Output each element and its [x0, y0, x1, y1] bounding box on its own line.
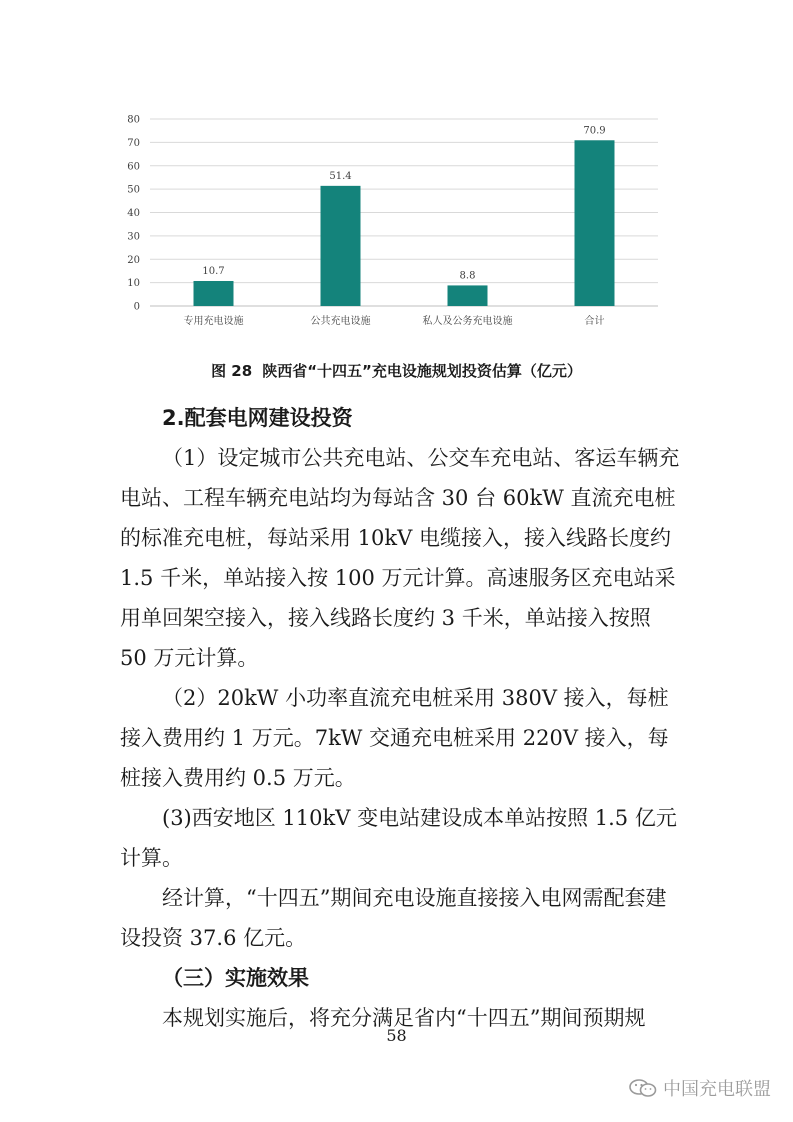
y-tick-label: 20: [127, 254, 140, 266]
data-label: 51.4: [329, 170, 352, 182]
y-tick-label: 50: [127, 184, 140, 196]
figure-title: 陕西省“十四五”充电设施规划投资估算（亿元）: [262, 362, 582, 380]
page-number: 58: [386, 1026, 407, 1045]
y-tick-label: 30: [127, 231, 140, 243]
data-label: 70.9: [583, 125, 606, 137]
y-tick-label: 60: [127, 161, 140, 173]
data-label: 8.8: [459, 270, 476, 282]
x-tick-label: 私人及公务充电设施: [422, 316, 513, 327]
x-tick-label: 合计: [584, 316, 605, 327]
x-tick-label: 公共充电设施: [310, 316, 371, 327]
chart-data-labels: [202, 125, 605, 281]
investment-bar-chart: [110, 105, 670, 340]
y-tick-label: 70: [127, 137, 140, 149]
y-tick-label: 0: [133, 301, 140, 313]
y-tick-label: 10: [127, 278, 140, 290]
y-tick-label: 80: [127, 114, 140, 126]
watermark-text: 中国充电联盟: [663, 1079, 771, 1100]
bar: [448, 285, 488, 306]
main-text: [120, 398, 680, 1038]
figure-caption: [0, 360, 793, 381]
figure-number: 图 28: [211, 362, 253, 380]
chart-bars: [194, 140, 615, 306]
subsection-heading: （三）实施效果: [162, 966, 309, 990]
paragraph-2: （2）20kW 小功率直流充电桩采用 380V 接入，每桩接入费用约 1 万元。7kW 交通充电桩采用 220V 接入，每桩接入费用约 0.5 万元。: [120, 686, 669, 790]
paragraph-1: （1）设定城市公共充电站、公交车充电站、客运车辆充电站、工程车辆充电站均为每站含 30 台 60kW 直流充电桩的标准充电桩，每站采用 10kV 电缆接入，接入线路长度约 1.5 千米，单站接入按 100 万元计算。高速服务区充电站采用单回架空接入，接入线路长度约 3 千米，单站接入按照 50 万元计算。: [120, 446, 680, 670]
chart-y-axis: [127, 115, 140, 313]
paragraph-4: 经计算，“十四五”期间充电设施直接接入电网需配套建设投资 37.6 亿元。: [120, 886, 667, 950]
bar: [575, 140, 615, 306]
bar: [194, 281, 234, 306]
section-heading: 2.配套电网建设投资: [162, 406, 353, 430]
x-tick-label: 专用充电设施: [183, 316, 244, 327]
bar: [321, 186, 361, 306]
paragraph-3: (3)西安地区 110kV 变电站建设成本单站按照 1.5 亿元计算。: [120, 806, 677, 870]
watermark: [629, 1075, 771, 1101]
wechat-icon: [629, 1078, 657, 1098]
chart-x-axis: [184, 314, 605, 327]
paragraph-5: 本规划实施后，将充分满足省内“十四五”期间预期规: [162, 1006, 646, 1030]
y-tick-label: 40: [127, 208, 140, 219]
data-label: 10.7: [202, 265, 225, 277]
